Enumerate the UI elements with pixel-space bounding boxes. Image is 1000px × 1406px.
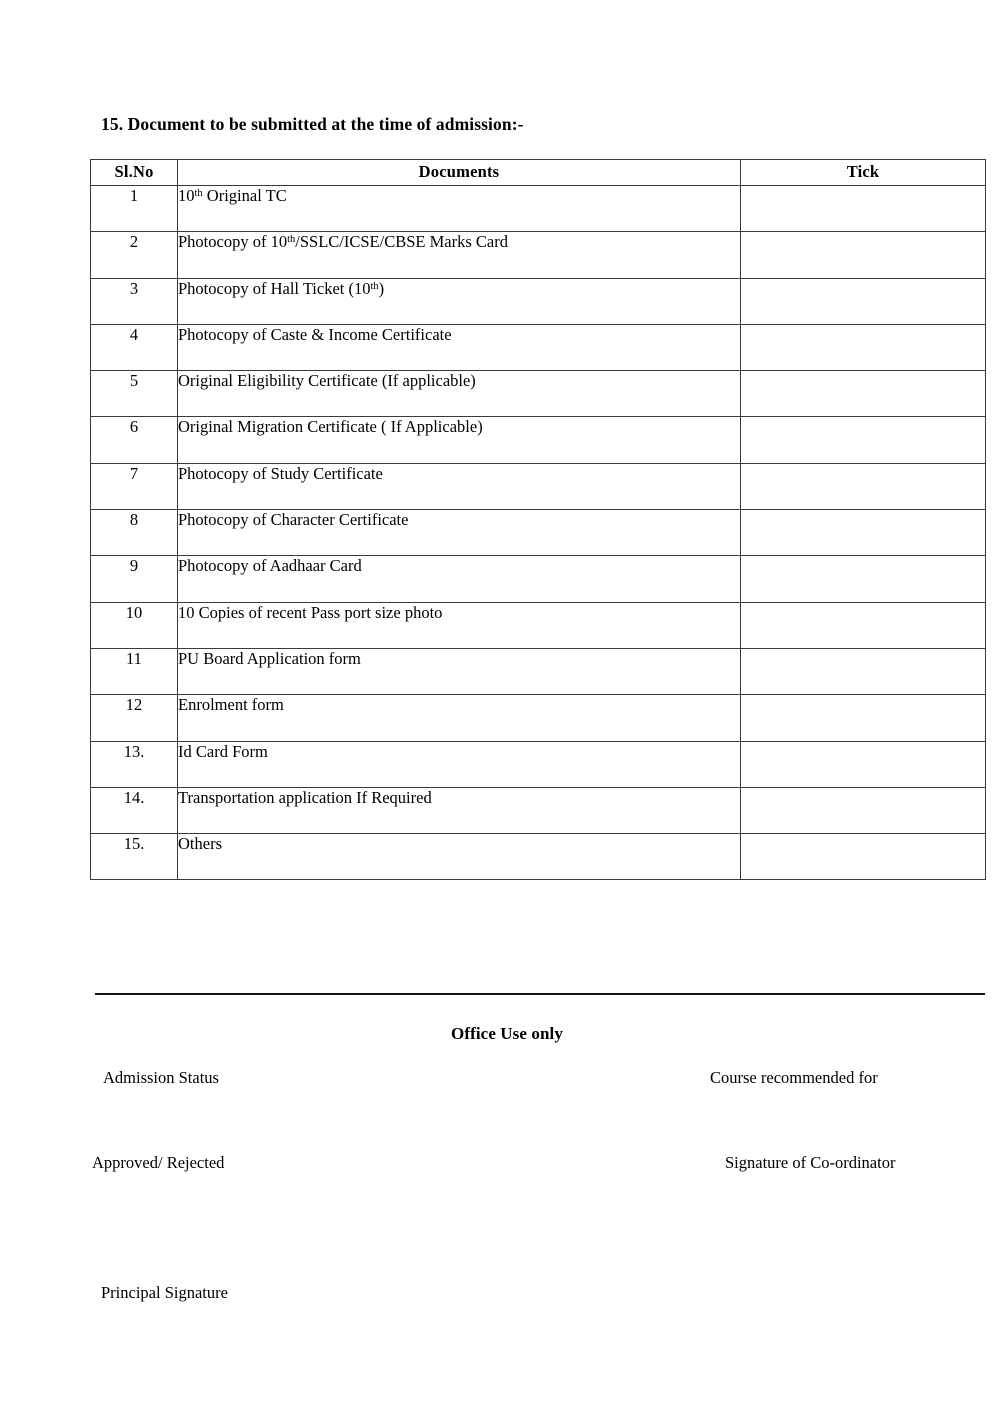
cell-document-name xyxy=(178,463,741,509)
document-text: Original Migration Certificate ( If Applicable) xyxy=(178,417,483,437)
document-text-superscript: th xyxy=(287,234,296,246)
page-title: 15. Document to be submitted at the time of admission:- xyxy=(101,114,524,134)
cell-sl-no: 9 xyxy=(91,556,178,602)
table-row xyxy=(91,510,986,556)
document-text: PU Board Application form xyxy=(178,648,361,668)
document-text: Others xyxy=(178,834,222,854)
document-text-tail: Original TC xyxy=(202,186,287,205)
table-row xyxy=(91,556,986,602)
signature-coordinator-label: Signature of Co-ordinator xyxy=(725,1153,896,1172)
cell-tick-box[interactable] xyxy=(741,324,986,370)
document-text: 10 xyxy=(178,186,195,205)
document-text-tail: ) xyxy=(378,278,385,298)
cell-sl-no: 10 xyxy=(91,602,178,648)
cell-sl-no: 3 xyxy=(91,278,178,324)
document-text: 10 Copies of recent Pass port size photo xyxy=(178,602,443,622)
cell-sl-no: 11 xyxy=(91,648,178,694)
document-text: Photocopy of Caste & Income Certificate xyxy=(178,324,452,344)
cell-sl-no: 7 xyxy=(91,463,178,509)
cell-tick-box[interactable] xyxy=(741,417,986,463)
cell-document-name xyxy=(178,741,741,787)
cell-tick-box[interactable] xyxy=(741,556,986,602)
documents-table xyxy=(90,159,986,880)
document-text: Photocopy of 10 xyxy=(178,232,288,252)
cell-sl-no: 15. xyxy=(91,834,178,880)
cell-document-name xyxy=(178,556,741,602)
cell-tick-box[interactable] xyxy=(741,695,986,741)
document-text: Photocopy of Aadhaar Card xyxy=(178,556,362,576)
table-row xyxy=(91,371,986,417)
column-header-documents: Documents xyxy=(178,160,741,186)
office-section-divider xyxy=(95,993,985,995)
table-row xyxy=(91,741,986,787)
cell-tick-box[interactable] xyxy=(741,186,986,232)
table-row xyxy=(91,834,986,880)
document-text: Enrolment form xyxy=(178,695,284,715)
cell-document-name xyxy=(178,648,741,694)
column-header-tick: Tick xyxy=(741,160,986,186)
cell-document-name xyxy=(178,787,741,833)
cell-tick-box[interactable] xyxy=(741,602,986,648)
table-row xyxy=(91,324,986,370)
cell-sl-no: 13. xyxy=(91,741,178,787)
document-text-superscript: th xyxy=(194,188,203,199)
course-recommended-label: Course recommended for xyxy=(710,1068,878,1087)
office-use-title: Office Use only xyxy=(451,1024,563,1043)
principal-signature-label: Principal Signature xyxy=(101,1283,228,1302)
table-body xyxy=(91,186,986,880)
admission-status-label: Admission Status xyxy=(103,1068,219,1087)
table-row xyxy=(91,463,986,509)
cell-document-name xyxy=(178,278,741,324)
table-row xyxy=(91,232,986,278)
table-row xyxy=(91,417,986,463)
document-text-superscript: th xyxy=(370,280,379,292)
cell-tick-box[interactable] xyxy=(741,232,986,278)
cell-document-name xyxy=(178,371,741,417)
approved-rejected-label: Approved/ Rejected xyxy=(92,1153,225,1172)
cell-document-name xyxy=(178,834,741,880)
cell-document-name xyxy=(178,695,741,741)
cell-document-name xyxy=(178,186,741,232)
table-row xyxy=(91,602,986,648)
document-text: Photocopy of Hall Ticket (10 xyxy=(178,278,371,298)
cell-document-name xyxy=(178,324,741,370)
cell-tick-box[interactable] xyxy=(741,371,986,417)
cell-sl-no: 2 xyxy=(91,232,178,278)
cell-tick-box[interactable] xyxy=(741,510,986,556)
cell-sl-no: 1 xyxy=(91,186,178,232)
table-row xyxy=(91,278,986,324)
cell-tick-box[interactable] xyxy=(741,278,986,324)
documents-table-container xyxy=(90,159,985,880)
table-row xyxy=(91,787,986,833)
document-text: Photocopy of Study Certificate xyxy=(178,463,383,483)
document-text: Photocopy of Character Certificate xyxy=(178,510,409,530)
document-text: Original Eligibility Certificate (If applicable) xyxy=(178,371,476,391)
table-header xyxy=(91,160,986,186)
table-row xyxy=(91,648,986,694)
cell-document-name xyxy=(178,510,741,556)
cell-sl-no: 4 xyxy=(91,324,178,370)
cell-tick-box[interactable] xyxy=(741,787,986,833)
document-text-tail: /SSLC/ICSE/CBSE Marks Card xyxy=(295,232,508,252)
cell-tick-box[interactable] xyxy=(741,463,986,509)
table-header-row xyxy=(91,160,986,186)
cell-sl-no: 14. xyxy=(91,787,178,833)
table-row xyxy=(91,186,986,232)
cell-tick-box[interactable] xyxy=(741,741,986,787)
document-text: Id Card Form xyxy=(178,741,268,761)
cell-sl-no: 6 xyxy=(91,417,178,463)
cell-document-name xyxy=(178,232,741,278)
cell-sl-no: 5 xyxy=(91,371,178,417)
document-text: Transportation application If Required xyxy=(178,787,432,807)
cell-sl-no: 12 xyxy=(91,695,178,741)
cell-document-name xyxy=(178,602,741,648)
cell-document-name xyxy=(178,417,741,463)
cell-sl-no: 8 xyxy=(91,510,178,556)
table-row xyxy=(91,695,986,741)
cell-tick-box[interactable] xyxy=(741,648,986,694)
cell-tick-box[interactable] xyxy=(741,834,986,880)
column-header-sl-no: Sl.No xyxy=(91,160,178,186)
